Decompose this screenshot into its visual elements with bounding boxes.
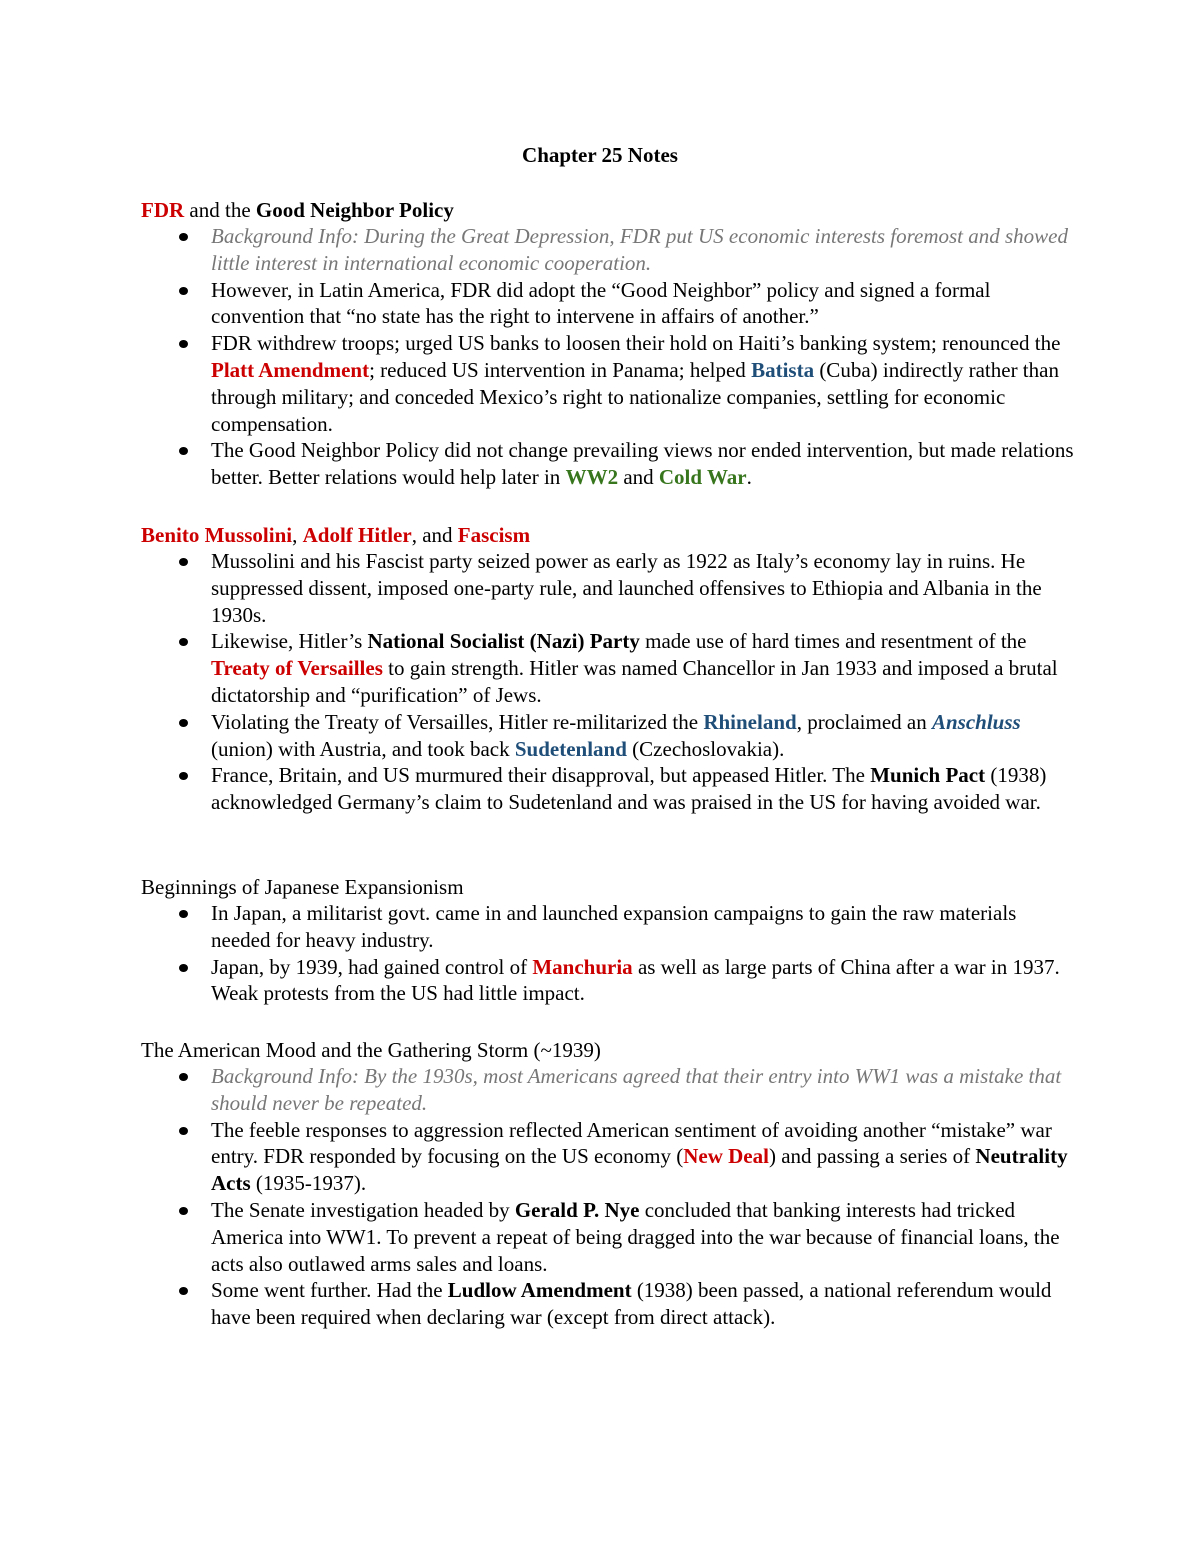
list-item-text: . [746,465,752,490]
list-item [141,437,1076,491]
key-term: WW2 [565,465,619,490]
key-term: Treaty of Versailles [211,656,383,681]
list-item [141,900,1076,954]
section-heading: The American Mood and the Gathering Storm (~1939) [141,1038,601,1062]
key-term: Rhineland [703,709,797,734]
list-item-text: made use of hard times and resentment of the [639,629,1027,654]
section-heading [141,197,1076,223]
bullet-icon [179,772,188,780]
list-item-text: Likewise, Hitler’s [211,629,368,654]
bullet-list [141,900,1076,1007]
list-item-text: FDR withdrew troops; urged US banks to loosen their hold on Haiti’s banking system; renounced the [211,331,1061,356]
list-item-text: France, Britain, and US murmured their disapproval, but appeased Hitler. The [211,763,871,788]
list-item-text: However, in Latin America, FDR did adopt the “Good Neighbor” policy and signed a formal convention that “no state has the right to intervene in affairs of another.” [211,277,991,329]
list-item-text: (Czechoslovakia). [626,736,785,761]
heading-text: , [292,523,303,547]
bullet-icon [179,558,188,566]
bullet-icon [179,1073,188,1081]
list-item [141,709,1076,763]
bullet-icon [179,447,188,455]
list-item [141,628,1076,708]
list-item-text: (1938) acknowledged Germany’s claim to Sudetenland and was praised in the US for having avoided war. [211,763,1047,815]
section-heading [141,522,1076,548]
section-fascism [141,522,1076,816]
section-good-neighbor [141,197,1076,491]
list-item [141,548,1076,628]
list-item [141,223,1076,277]
list-item-text: The feeble responses to aggression reflected American sentiment of avoiding another “mistake” war entry. FDR responded by focusing on the US economy ( [211,1117,1052,1169]
key-term: Gerald P. Nye [514,1197,640,1222]
list-item [141,1117,1076,1197]
list-item [141,330,1076,437]
bullet-list [141,223,1076,491]
page-title: Chapter 25 Notes [522,143,678,167]
list-item-text: (Cuba) indirectly rather than through military; and conceded Mexico’s right to nationalize companies, settling for economic compensation. [211,357,1059,436]
list-item-text: (1935-1937). [250,1171,367,1196]
bullet-icon [179,1127,188,1135]
list-item [141,1063,1076,1117]
list-item [141,1197,1076,1277]
background-info-text: Background Info: By the 1930s, most Americans agreed that their entry into WW1 was a mistake that should never be repeated. [211,1064,1062,1115]
list-item-text: (1938) been passed, a national referendum would have been required when declaring war (except from direct attack). [211,1278,1052,1330]
key-term: New Deal [683,1144,769,1169]
list-item [141,1277,1076,1331]
heading-text: and the [184,198,256,222]
list-item-text: Japan, by 1939, had gained control of [211,954,533,979]
heading-term: Adolf Hitler [302,523,412,547]
list-item [141,762,1076,816]
background-info-text: Background Info: During the Great Depression, FDR put US economic interests foremost and showed little interest in international economic cooperation. [211,224,1068,275]
list-item-text: Mussolini and his Fascist party seized power as early as 1922 as Italy’s economy lay in ruins. He suppressed dissent, imposed one-party rule, and launched offensives to Ethiopia and Albania in the 1930s. [211,549,1042,627]
heading-term: Benito Mussolini [141,523,293,547]
section-heading: Beginnings of Japanese Expansionism [141,875,464,899]
bullet-icon [179,233,188,241]
list-item-text: ) and passing a series of [768,1144,976,1169]
bullet-icon [179,1207,188,1215]
list-item-text: Violating the Treaty of Versailles, Hitler re-militarized the [211,709,704,734]
key-term: Cold War [658,465,747,490]
heading-term: Good Neighbor Policy [255,198,454,222]
heading-text: , and [411,523,458,547]
heading-term: FDR [141,198,185,222]
key-term: Neutrality Acts [211,1144,1068,1196]
key-term: Anschluss [931,709,1021,734]
list-item-text: ; reduced US intervention in Panama; helped [369,357,752,382]
key-term: Manchuria [532,954,633,979]
key-term: Ludlow Amendment [447,1278,632,1303]
bullet-icon [179,964,188,972]
list-item-text: The Good Neighbor Policy did not change prevailing views nor ended intervention, but made relations better. Better relations would help later in [211,438,1074,490]
list-item-text: , proclaimed an [796,709,932,734]
bullet-icon [179,910,188,918]
bullet-list [141,548,1076,816]
bullet-icon [179,340,188,348]
bullet-icon [179,1287,188,1295]
key-term: Batista [751,357,815,382]
section-japanese-expansionism [141,874,1076,1007]
bullet-icon [179,638,188,646]
heading-term: Fascism [457,523,531,547]
list-item [141,954,1076,1008]
list-item-text: and [618,465,659,490]
list-item-text: concluded that banking interests had tricked America into WW1. To prevent a repeat of being dragged into the war because of financial loans, the acts also outlawed arms sales and loans. [211,1197,1060,1276]
section-american-mood [141,1037,1076,1331]
key-term: Munich Pact [870,763,986,788]
list-item-text: to gain strength. Hitler was named Chancellor in Jan 1933 and imposed a brutal dictatorship and “purification” of Jews. [211,656,1058,707]
list-item-text: In Japan, a militarist govt. came in and launched expansion campaigns to gain the raw materials needed for heavy industry. [211,901,1017,952]
bullet-icon [179,287,188,295]
bullet-icon [179,719,188,727]
list-item-text: as well as large parts of China after a war in 1937. Weak protests from the US had little impact. [211,954,1060,1006]
list-item-text: The Senate investigation headed by [211,1197,515,1222]
key-term: National Socialist (Nazi) Party [367,629,640,654]
key-term: Sudetenland [514,736,627,761]
bullet-list [141,1063,1076,1331]
list-item-text: (union) with Austria, and took back [211,736,515,761]
key-term: Platt Amendment [211,357,370,382]
list-item-text: Some went further. Had the [211,1278,448,1303]
list-item [141,277,1076,331]
